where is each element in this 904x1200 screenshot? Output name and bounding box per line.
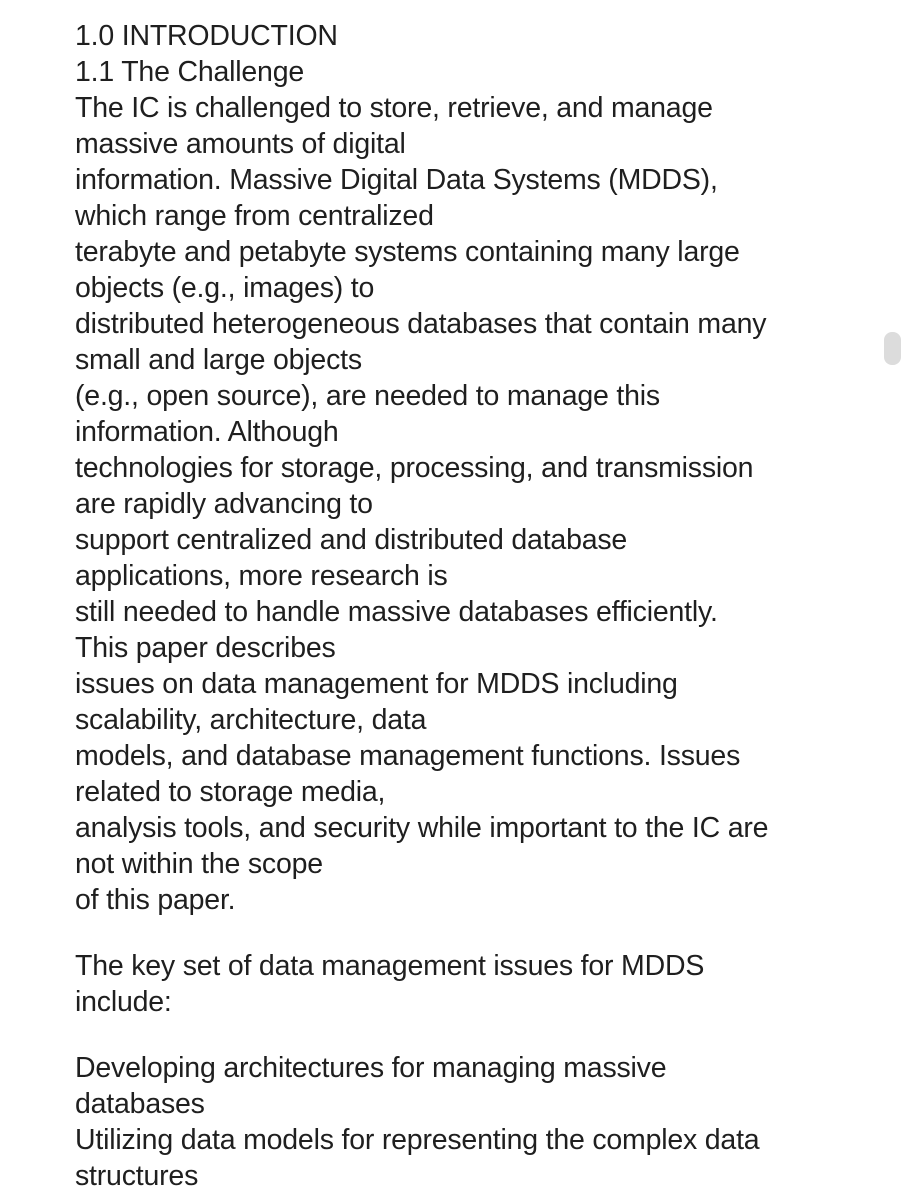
text-line: terabyte and petabyte systems containing many large — [75, 236, 740, 268]
text-line: distributed heterogeneous databases that contain many — [75, 308, 767, 340]
text-line: include: — [75, 986, 172, 1018]
text-line: not within the scope — [75, 848, 323, 880]
subsection-heading: 1.1 The Challenge — [75, 56, 304, 88]
paragraph-spacer — [75, 1020, 875, 1050]
text-line: massive amounts of digital — [75, 128, 406, 160]
text-line: The key set of data management issues for MDDS — [75, 950, 705, 982]
paragraph-introduction — [75, 90, 875, 918]
text-line: related to storage media, — [75, 776, 386, 808]
text-line: still needed to handle massive databases efficiently. — [75, 596, 718, 628]
text-line: technologies for storage, processing, and transmission — [75, 452, 754, 484]
document-body — [75, 18, 875, 1194]
text-line: information. Although — [75, 416, 339, 448]
section-heading: 1.0 INTRODUCTION — [75, 20, 338, 52]
text-line: information. Massive Digital Data Systems (MDDS), — [75, 164, 718, 196]
text-line: models, and database management functions. Issues — [75, 740, 741, 772]
text-line: issues on data management for MDDS including — [75, 668, 678, 700]
text-line: databases — [75, 1088, 205, 1120]
paragraph-issue-list — [75, 1050, 875, 1194]
text-line: scalability, architecture, data — [75, 704, 427, 736]
text-line: objects (e.g., images) to — [75, 272, 375, 304]
text-line: (e.g., open source), are needed to manage this — [75, 380, 660, 412]
text-line: support centralized and distributed database — [75, 524, 628, 556]
text-line: The IC is challenged to store, retrieve, and manage — [75, 92, 713, 124]
text-line: of this paper. — [75, 884, 236, 916]
text-line: structures — [75, 1160, 199, 1192]
scrollbar-thumb[interactable] — [884, 332, 901, 365]
text-line: Developing architectures for managing massive — [75, 1052, 667, 1084]
text-line: small and large objects — [75, 344, 362, 376]
text-line: are rapidly advancing to — [75, 488, 373, 520]
text-line: analysis tools, and security while important to the IC are — [75, 812, 769, 844]
text-line: This paper describes — [75, 632, 336, 664]
paragraph-key-issues — [75, 948, 875, 1020]
text-line: which range from centralized — [75, 200, 434, 232]
text-line: applications, more research is — [75, 560, 448, 592]
text-line: Utilizing data models for representing the complex data — [75, 1124, 760, 1156]
paragraph-spacer — [75, 918, 875, 948]
